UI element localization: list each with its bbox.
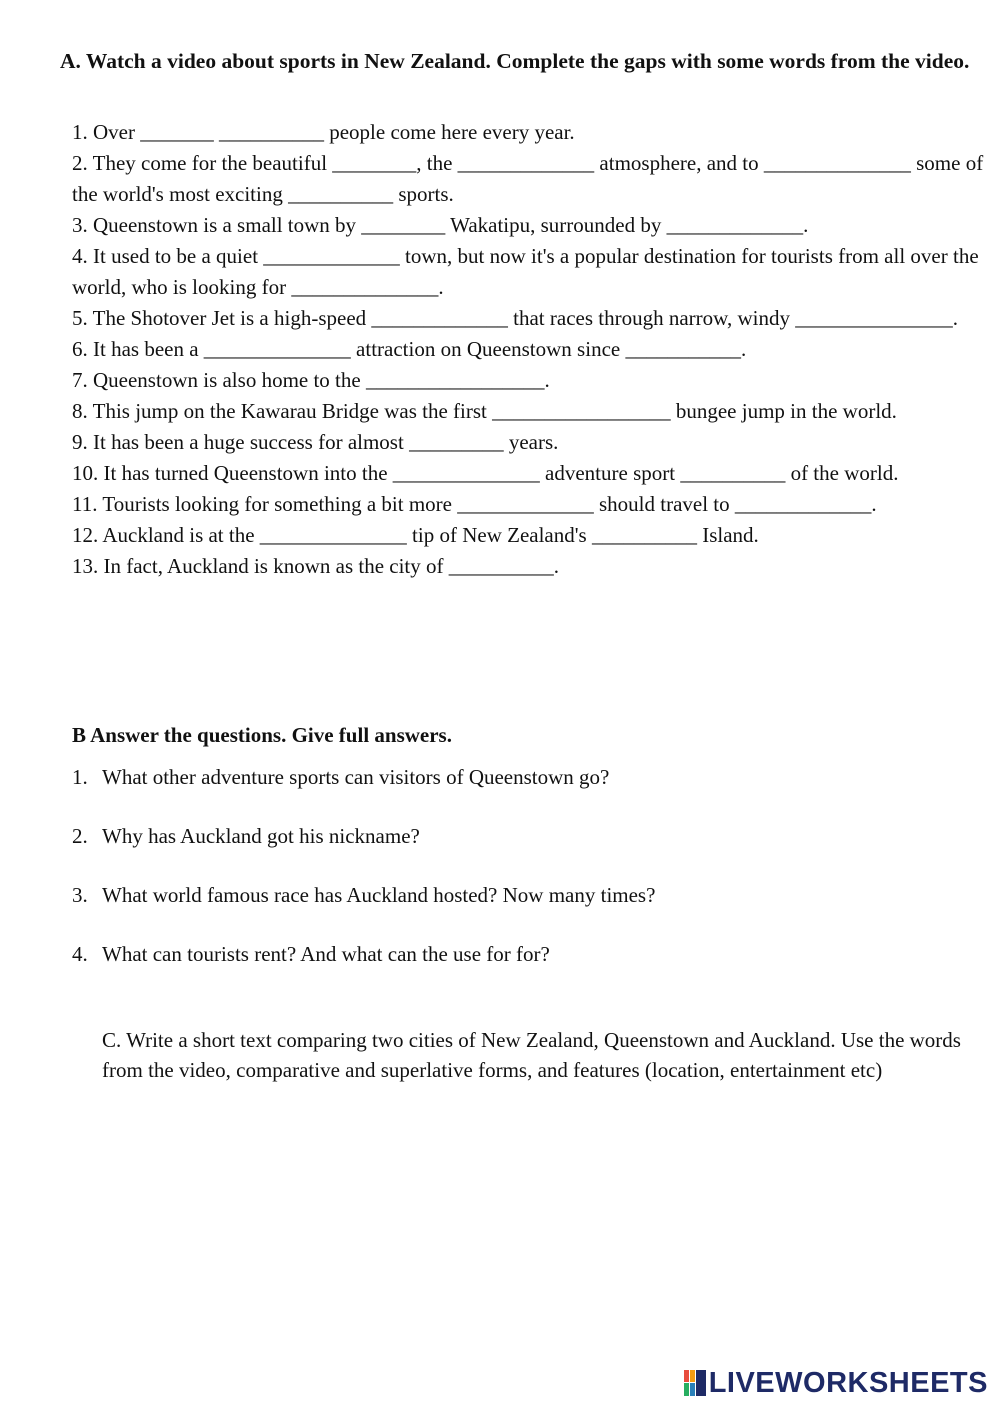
section-b-heading: B Answer the questions. Give full answers. bbox=[72, 723, 452, 747]
question-number: 3. bbox=[72, 883, 88, 907]
gap-fill-item: 7. Queenstown is also home to the _________________. bbox=[72, 368, 550, 392]
question-item bbox=[72, 880, 972, 939]
logo-text: LIVEWORKSHEETS bbox=[708, 1366, 988, 1399]
gap-fill-item: 9. It has been a huge success for almost _________ years. bbox=[72, 430, 559, 454]
gap-fill-item: 4. It used to be a quiet _____________ town, but now it's a popular destination for tourists from all over the world, who is looking for ______________. bbox=[72, 244, 979, 299]
question-text: What can tourists rent? And what can the use for for? bbox=[102, 942, 550, 966]
question-number: 2. bbox=[72, 824, 88, 848]
gap-fill-item: 8. This jump on the Kawarau Bridge was the first _________________ bungee jump in the world. bbox=[72, 399, 897, 423]
question-number: 4. bbox=[72, 942, 88, 966]
gap-fill-item: 11. Tourists looking for something a bit more _____________ should travel to _____________. bbox=[72, 492, 877, 516]
question-text: What world famous race has Auckland hosted? Now many times? bbox=[102, 883, 656, 907]
gap-fill-item: 10. It has turned Queenstown into the ______________ adventure sport __________ of the world. bbox=[72, 461, 899, 485]
question-number: 1. bbox=[72, 765, 88, 789]
section-a-list bbox=[72, 117, 987, 582]
gap-fill-item: 13. In fact, Auckland is known as the city of __________. bbox=[72, 554, 559, 578]
liveworksheets-logo bbox=[684, 1368, 988, 1398]
gap-fill-item: 12. Auckland is at the ______________ tip of New Zealand's __________ Island. bbox=[72, 523, 759, 547]
question-text: Why has Auckland got his nickname? bbox=[102, 824, 420, 848]
gap-fill-item: 5. The Shotover Jet is a high-speed _____________ that races through narrow, windy _______________. bbox=[72, 306, 958, 330]
question-item bbox=[72, 821, 972, 880]
question-text: What other adventure sports can visitors of Queenstown go? bbox=[102, 765, 610, 789]
question-item bbox=[72, 939, 972, 998]
question-item bbox=[72, 762, 972, 821]
section-b-list bbox=[72, 762, 972, 998]
section-c-instructions: C. Write a short text comparing two cities of New Zealand, Queenstown and Auckland. Use the words from the video, comparative and superlative forms, and features (location, entertainment etc) bbox=[102, 1028, 961, 1082]
gap-fill-item: 6. It has been a ______________ attraction on Queenstown since ___________. bbox=[72, 337, 747, 361]
gap-fill-item: 3. Queenstown is a small town by ________ Wakatipu, surrounded by _____________. bbox=[72, 213, 809, 237]
gap-fill-item: 1. Over _______ __________ people come here every year. bbox=[72, 120, 575, 144]
section-a-heading: A. Watch a video about sports in New Zealand. Complete the gaps with some words from the video. bbox=[60, 49, 970, 73]
gap-fill-item: 2. They come for the beautiful ________, the _____________ atmosphere, and to ______________ some of the world's most exciting __________ sports. bbox=[72, 151, 984, 206]
liveworksheets-logo-icon bbox=[684, 1370, 706, 1396]
